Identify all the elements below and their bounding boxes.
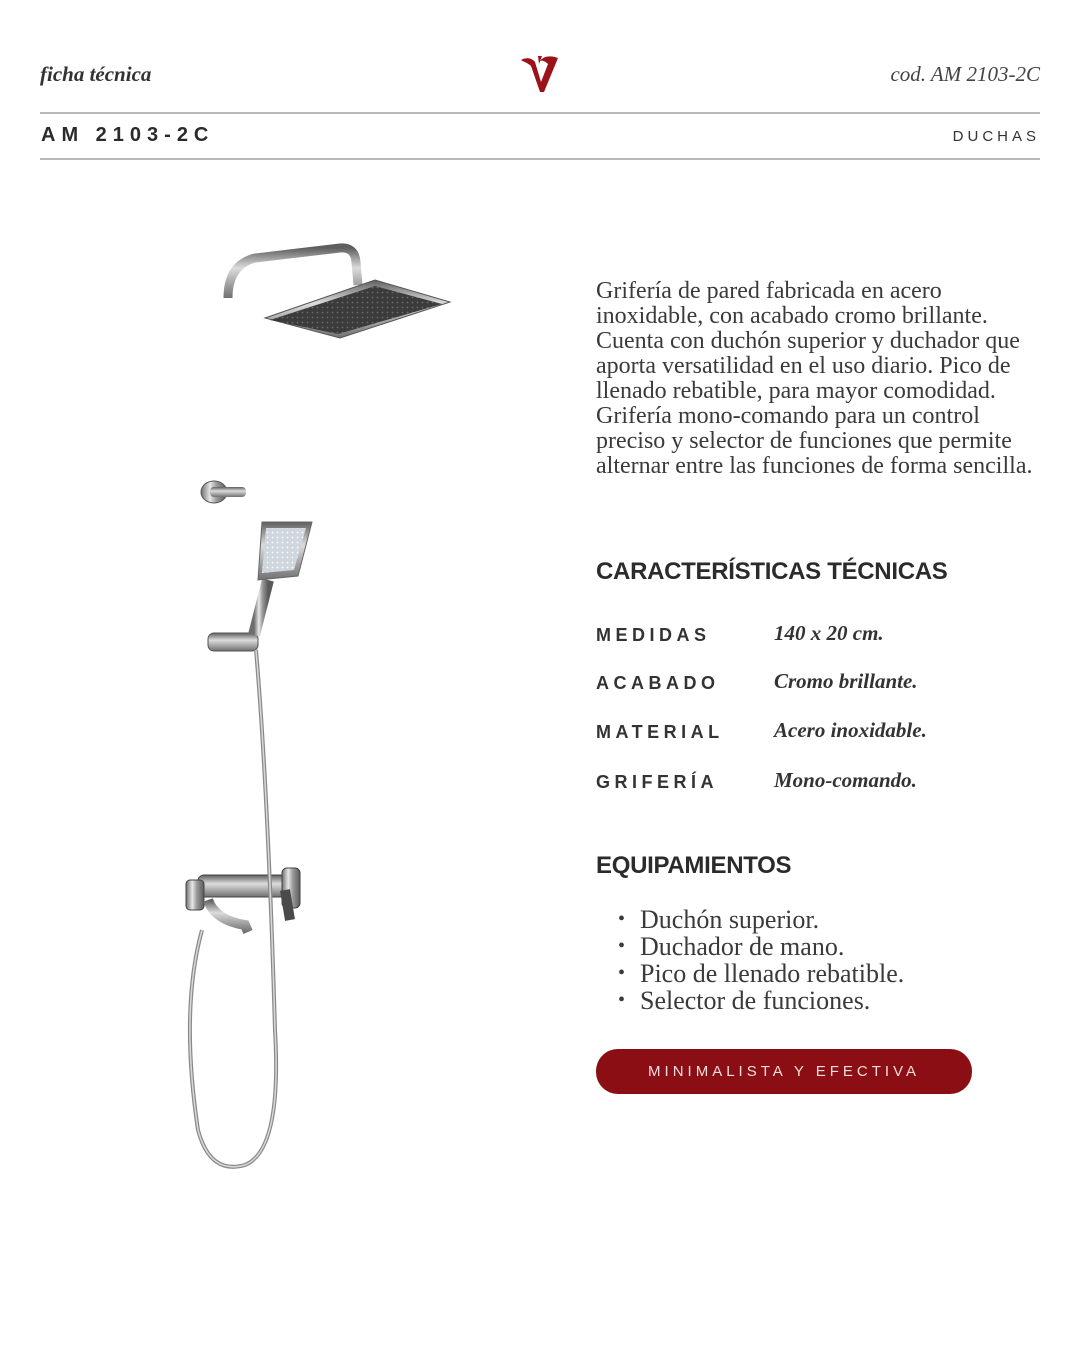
spec-row-griferia: [596, 768, 1036, 798]
category-label: DUCHAS: [952, 128, 1040, 145]
list-item: • Selector de funciones.: [618, 987, 904, 1014]
subheader-divider: [40, 158, 1040, 160]
specs-title: CARACTERÍSTICAS TÉCNICAS: [596, 558, 948, 585]
spec-value: Acero inoxidable.: [774, 718, 927, 742]
spec-row-acabado: [596, 669, 1036, 699]
spec-key: GRIFERÍA: [596, 772, 719, 792]
list-item: • Duchón superior.: [618, 906, 904, 933]
spec-key: MATERIAL: [596, 722, 724, 742]
list-item: • Pico de llenado rebatible.: [618, 960, 904, 987]
tagline-badge: MINIMALISTA Y EFECTIVA: [596, 1049, 972, 1094]
equipment-title: EQUIPAMIENTOS: [596, 852, 792, 879]
spec-value: Mono-comando.: [774, 768, 917, 792]
spec-value: 140 x 20 cm.: [774, 621, 884, 645]
spec-key: MEDIDAS: [596, 625, 711, 645]
spec-row-medidas: [596, 621, 1036, 651]
equipment-list: [618, 906, 904, 1014]
doc-type-label: ficha técnica: [40, 62, 152, 86]
spec-row-material: [596, 718, 1036, 748]
brand-v-logo-icon: [518, 52, 562, 94]
list-item: • Duchador de mano.: [618, 933, 904, 960]
spec-value: Cromo brillante.: [774, 669, 918, 693]
product-description: Grifería de pared fabricada en acero inoxidable, con acabado cromo brillante. Cuenta con duchón superior y duchador que aporta versatilidad en el uso diario. Pico de llenado rebatible, para mayor comodidad. Grifería mono-comando para un control preciso y selector de funciones que permite alternar entre las funciones de forma sencilla.: [596, 278, 1033, 479]
code-reference: cod. AM 2103-2C: [890, 62, 1040, 86]
spec-key: ACABADO: [596, 673, 720, 693]
model-code: AM 2103-2C: [41, 124, 215, 146]
shower-column-image: [170, 230, 470, 1180]
header-divider: [40, 112, 1040, 114]
